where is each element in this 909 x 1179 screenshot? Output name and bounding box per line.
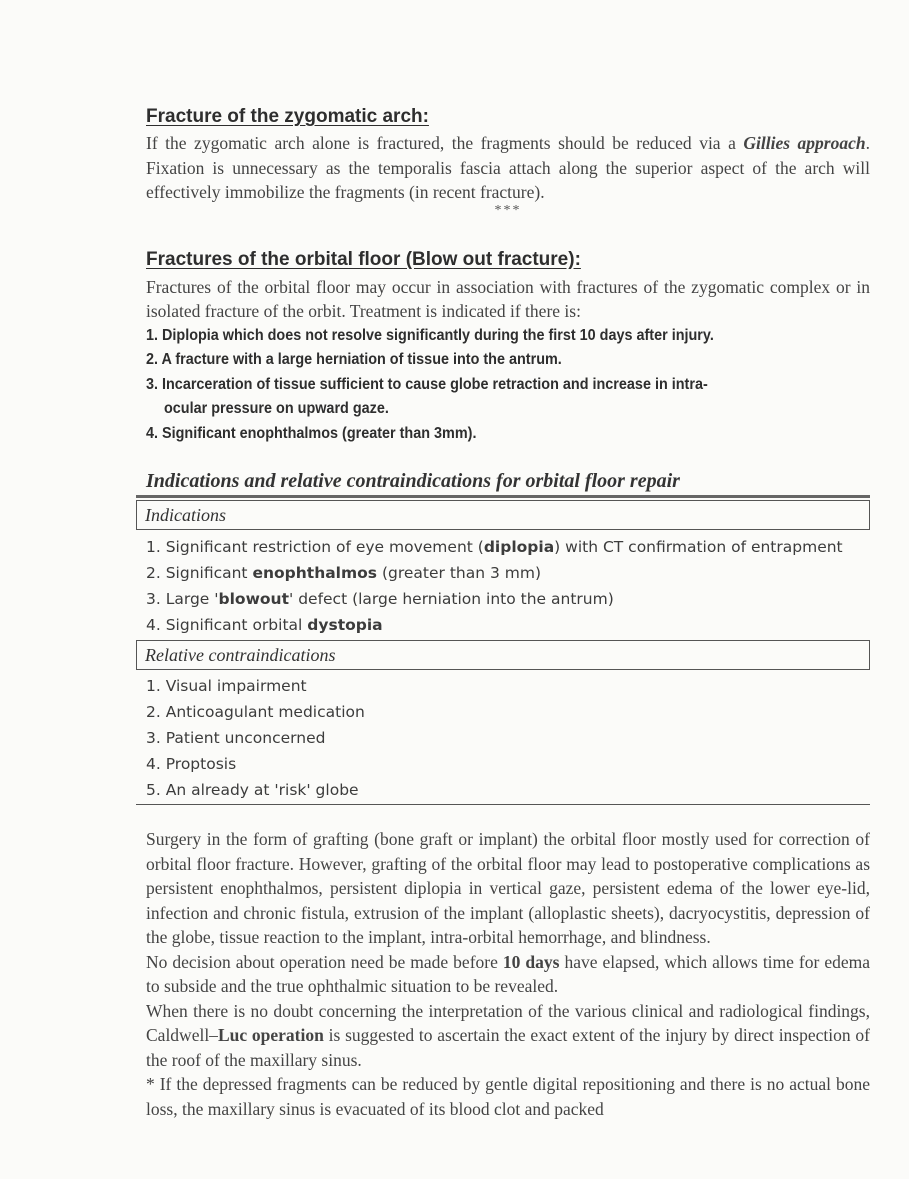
text-run: is suggested to ascertain the exact extent of the injury by direct inspection of the roof of the maxillary sinus. bbox=[146, 1025, 870, 1070]
text-run: (greater than 3 mm) bbox=[377, 564, 542, 582]
document-page bbox=[146, 100, 870, 1121]
text-emphasis: Gillies approach bbox=[743, 133, 866, 153]
text-bold: enophthalmos bbox=[252, 564, 378, 582]
text-bold: 10 days bbox=[502, 951, 560, 972]
list-item-continuation: ocular pressure on upward gaze. bbox=[164, 400, 389, 417]
list-item: 1. Diplopia which does not resolve significantly during the first 10 days after injury. bbox=[146, 326, 714, 344]
body-text bbox=[146, 827, 870, 1121]
table-row bbox=[146, 612, 870, 638]
text-run: ) with CT confirmation of entrapment bbox=[554, 538, 843, 556]
text-run: If the zygomatic arch alone is fractured, the fragments should be reduced via a bbox=[146, 133, 744, 153]
indications-list bbox=[136, 534, 870, 638]
text-run: When there is no doubt concerning the interpretation of the various clinical and radiological findings, Caldwell– bbox=[146, 1000, 870, 1045]
table-top-rule bbox=[136, 495, 870, 498]
text-run: No decision about operation need be made before bbox=[146, 951, 503, 972]
heading-orbital-floor: Fractures of the orbital floor (Blow out fracture): bbox=[146, 248, 581, 270]
text-run: 4. Significant orbital bbox=[146, 616, 308, 634]
table-header-indications: Indications bbox=[136, 500, 870, 530]
paragraph-orbital-intro: Fractures of the orbital floor may occur in association with fractures of the zygomatic complex or in isolated fracture of the orbit. Treatment is indicated if there is: bbox=[146, 276, 870, 321]
text-run: 1. Significant restriction of eye movement ( bbox=[146, 538, 484, 556]
text-bold: Luc operation bbox=[217, 1025, 324, 1045]
paragraph bbox=[146, 999, 870, 1073]
text-run: have elapsed, which allows time for edema to subside and the true ophthalmic situation to be revealed. bbox=[146, 951, 871, 996]
table-header-contraindications: Relative contraindications bbox=[136, 640, 870, 670]
list-item: 4. Significant enophthalmos (greater than 3mm). bbox=[146, 424, 477, 442]
table-bottom-rule bbox=[136, 804, 870, 805]
list-item: 3. Incarceration of tissue sufficient to cause globe retraction and increase in intra- bbox=[146, 375, 708, 393]
section-orbital-floor bbox=[146, 249, 870, 447]
text-bold: blowout bbox=[218, 590, 289, 608]
text-run: . Fixation is unnecessary as the temporalis fascia attach along the superior aspect of the arch will effectively immobilize the fragments (in recent fracture). bbox=[146, 133, 870, 202]
text-bold: dystopia bbox=[307, 616, 383, 634]
repair-table bbox=[136, 470, 870, 805]
table-row: 4. Proptosis bbox=[146, 755, 237, 773]
table-row: 1. Visual impairment bbox=[146, 677, 307, 695]
table-row: 3. Patient unconcerned bbox=[146, 729, 326, 747]
table-title: Indications and relative contraindications for orbital floor repair bbox=[146, 470, 680, 492]
paragraph: Surgery in the form of grafting (bone graft or implant) the orbital floor mostly used for correction of orbital floor fracture. However, grafting of the orbital floor may lead to postoperative complications as persistent enophthalmos, persistent diplopia in vertical gaze, persistent edema of the lower eye-lid, infection and chronic fistula, extrusion of the implant (alloplastic sheets), dacryocystitis, depression of the globe, tissue reaction to the implant, intra-orbital hemorrhage, and blindness. bbox=[146, 829, 870, 947]
contraindications-list bbox=[136, 673, 870, 803]
list-item: 2. A fracture with a large herniation of tissue into the antrum. bbox=[146, 351, 562, 368]
table-row bbox=[146, 560, 870, 586]
table-row bbox=[146, 534, 870, 560]
paragraph bbox=[146, 950, 870, 999]
table-row: 5. An already at 'risk' globe bbox=[146, 781, 359, 799]
text-bold: diplopia bbox=[483, 538, 555, 556]
text-run: 2. Significant bbox=[146, 564, 253, 582]
table-row bbox=[146, 586, 870, 612]
text-run: ' defect (large herniation into the antrum) bbox=[289, 590, 614, 608]
section-zygomatic bbox=[146, 106, 870, 219]
indication-list bbox=[146, 324, 866, 447]
paragraph-zygomatic bbox=[146, 131, 870, 205]
table-row: 2. Anticoagulant medication bbox=[146, 703, 365, 721]
text-run: 3. Large ' bbox=[146, 590, 219, 608]
heading-zygomatic: Fracture of the zygomatic arch: bbox=[146, 106, 429, 127]
section-divider: *** bbox=[494, 202, 522, 218]
paragraph: * If the depressed fragments can be reduced by gentle digital repositioning and there is no actual bone loss, the maxillary sinus is evacuated of its blood clot and packed bbox=[146, 1074, 870, 1119]
